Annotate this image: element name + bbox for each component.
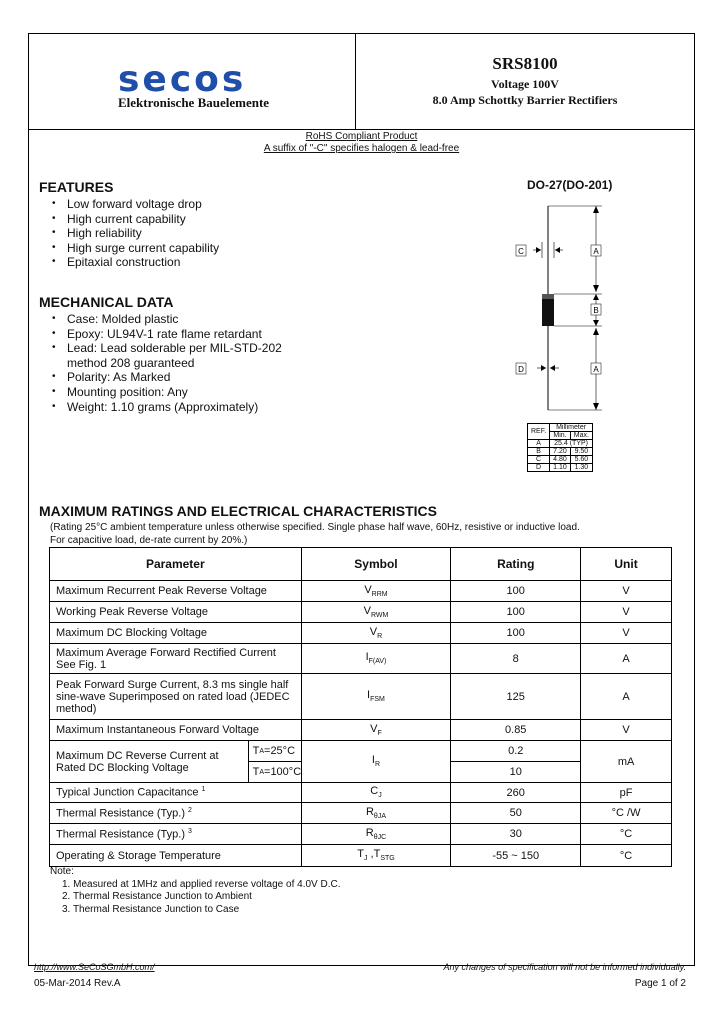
list-item: • High surge current capability bbox=[47, 241, 219, 256]
dim-label-c: C bbox=[518, 247, 524, 256]
header-bottom-rule bbox=[28, 129, 695, 130]
rating-cell: 0.85 bbox=[451, 720, 581, 741]
table-row bbox=[50, 741, 672, 783]
symbol-cell: $R_{\theta JC}$ bbox=[301, 824, 451, 845]
list-item: • Epitaxial construction bbox=[47, 255, 219, 270]
header-parameter: Parameter bbox=[50, 548, 302, 581]
mechanical-list bbox=[47, 312, 282, 414]
table-header-row bbox=[50, 548, 672, 581]
rating-cell: 8 bbox=[451, 644, 581, 674]
symbol-cell: $R_{\theta JA}$ bbox=[301, 803, 451, 824]
unit-cell: mA bbox=[581, 741, 672, 783]
table-row bbox=[528, 456, 593, 464]
product-description: 8.0 Amp Schottky Barrier Rectifiers bbox=[432, 93, 618, 107]
rohs-line-2: A suffix of "-C" specifies halogen & lead-free bbox=[263, 143, 460, 154]
part-number: SRS8100 bbox=[492, 54, 558, 73]
table-row bbox=[50, 674, 672, 720]
dim-cell: 7.20 bbox=[550, 448, 571, 456]
symbol-cell: $V_F$ bbox=[301, 720, 451, 741]
param-cell: Typical Junction Capacitance $^1$ bbox=[50, 783, 302, 803]
mechanical-heading: MECHANICAL DATA bbox=[39, 294, 174, 310]
dim-unit-header: Millimeter bbox=[550, 424, 593, 432]
table-row bbox=[528, 464, 593, 472]
list-item: • Weight: 1.10 grams (Approximately) bbox=[47, 400, 282, 415]
unit-cell: V bbox=[581, 720, 672, 741]
param-cell: Maximum Instantaneous Forward Voltage bbox=[50, 720, 302, 741]
list-item: • Epoxy: UL94V-1 rate flame retardant bbox=[47, 327, 282, 342]
dimension-table bbox=[527, 423, 593, 472]
dim-label-a: A bbox=[593, 247, 599, 256]
features-list bbox=[47, 197, 219, 270]
symbol-cell: $T_J$ $,T_{STG}$ bbox=[301, 845, 451, 867]
dim-label-d: D bbox=[518, 365, 524, 374]
header-rating: Rating bbox=[451, 548, 581, 581]
features-heading: FEATURES bbox=[39, 179, 114, 195]
table-row bbox=[50, 644, 672, 674]
param-cell: Thermal Resistance (Typ.) $^3$ bbox=[50, 824, 302, 845]
param-cell: Operating & Storage Temperature bbox=[50, 845, 302, 867]
header-symbol: Symbol bbox=[301, 548, 451, 581]
symbol-cell: $I_R$ bbox=[301, 741, 451, 783]
company-name: Elektronische Bauelemente bbox=[118, 95, 270, 110]
dim-cell: 9.50 bbox=[570, 448, 592, 456]
symbol-cell: $V_{RRM}$ bbox=[301, 581, 451, 602]
unit-cell: A bbox=[581, 674, 672, 720]
rating-cell: 100 bbox=[451, 581, 581, 602]
list-item: • Low forward voltage drop bbox=[47, 197, 219, 212]
symbol-cell: $I_{F(AV)}$ bbox=[301, 644, 451, 674]
ratings-note-2: For capacitive load, de-rate current by 20%.) bbox=[50, 535, 248, 546]
symbol-cell: $V_R$ bbox=[301, 623, 451, 644]
dim-label-a-lower: A bbox=[593, 365, 599, 374]
list-item: method 208 guaranteed bbox=[67, 355, 195, 370]
dim-cell: D bbox=[528, 464, 550, 472]
notes-title: Note: bbox=[50, 866, 74, 877]
dim-min-header: Min. bbox=[550, 432, 571, 440]
page-number: Page 1 of 2 bbox=[634, 978, 686, 989]
list-item: • High reliability bbox=[47, 226, 219, 241]
symbol-cell: $C_J$ bbox=[301, 783, 451, 803]
website-link[interactable]: http://www.SeCoSGmbH.com/ bbox=[34, 962, 155, 972]
dim-cell: 1.30 bbox=[570, 464, 592, 472]
dim-cell: A bbox=[528, 440, 550, 448]
dim-cell: C bbox=[528, 456, 550, 464]
list-item: • Lead: Lead solderable per MIL-STD-202 bbox=[47, 341, 282, 356]
rating-cell: 260 bbox=[451, 783, 581, 803]
table-row bbox=[50, 783, 672, 803]
rating-cell: 100 bbox=[451, 602, 581, 623]
table-row bbox=[50, 581, 672, 602]
dim-cell: 4.80 bbox=[550, 456, 571, 464]
table-row bbox=[50, 602, 672, 623]
param-cell: Maximum Average Forward Rectified Current See Fig. 1 bbox=[50, 644, 302, 674]
note-item: 1. Measured at 1MHz and applied reverse voltage of 4.0V D.C. bbox=[62, 878, 341, 890]
dim-cell: 25.4 (TYP) bbox=[550, 440, 593, 448]
voltage-rating: Voltage 100V bbox=[491, 77, 559, 91]
note-item: 2. Thermal Resistance Junction to Ambient bbox=[62, 891, 252, 902]
list-item: • Case: Molded plastic bbox=[47, 312, 282, 327]
dim-max-header: Max. bbox=[570, 432, 592, 440]
list-item: • Polarity: As Marked bbox=[47, 370, 282, 385]
table-row bbox=[50, 824, 672, 845]
rating-cell: -55 ~ 150 bbox=[451, 845, 581, 867]
unit-cell: °C /W bbox=[581, 803, 672, 824]
ratings-heading: MAXIMUM RATINGS AND ELECTRICAL CHARACTERISTICS bbox=[39, 503, 437, 519]
param-cell: Thermal Resistance (Typ.) $^2$ bbox=[50, 803, 302, 824]
rating-cell: 0.2 10 bbox=[451, 741, 581, 783]
header-unit: Unit bbox=[581, 548, 672, 581]
disclaimer: Any changes of specification will not be informed individually. bbox=[443, 962, 686, 972]
param-cell: Maximum DC Blocking Voltage bbox=[50, 623, 302, 644]
param-cell: Peak Forward Surge Current, 8.3 ms single half sine-wave Superimposed on rated load (JEDEC method) bbox=[50, 674, 302, 720]
symbol-cell: $V_{RWM}$ bbox=[301, 602, 451, 623]
symbol-cell: $I_{FSM}$ bbox=[301, 674, 451, 720]
param-cell: Working Peak Reverse Voltage bbox=[50, 602, 302, 623]
unit-cell: A bbox=[581, 644, 672, 674]
table-row bbox=[528, 448, 593, 456]
unit-cell: V bbox=[581, 581, 672, 602]
table-row bbox=[50, 845, 672, 867]
table-row bbox=[50, 803, 672, 824]
param-cell: Maximum Recurrent Peak Reverse Voltage bbox=[50, 581, 302, 602]
unit-cell: V bbox=[581, 623, 672, 644]
dim-cell: 1.10 bbox=[550, 464, 571, 472]
company-logo: secos bbox=[118, 59, 247, 100]
rating-cell: 100 bbox=[451, 623, 581, 644]
table-row bbox=[528, 440, 593, 448]
date-revision: 05-Mar-2014 Rev.A bbox=[34, 978, 121, 989]
rating-cell: 125 bbox=[451, 674, 581, 720]
ratings-note-1: (Rating 25°C ambient temperature unless otherwise specified. Single phase half wave, 60Hz, resistive or inductive load. bbox=[50, 522, 580, 533]
dim-cell: 5.60 bbox=[570, 456, 592, 464]
ratings-table bbox=[49, 547, 672, 867]
unit-cell: °C bbox=[581, 845, 672, 867]
list-item: • Mounting position: Any bbox=[47, 385, 282, 400]
dim-label-b: B bbox=[593, 306, 599, 315]
rohs-line-1: RoHS Compliant Product bbox=[305, 131, 418, 142]
param-cell: Maximum DC Reverse Current at Rated DC Blocking Voltage T A =25°C T A =100°C bbox=[50, 741, 302, 783]
package-title: DO-27(DO-201) bbox=[527, 178, 613, 192]
table-row bbox=[50, 720, 672, 741]
rating-cell: 50 bbox=[451, 803, 581, 824]
list-item: • High current capability bbox=[47, 212, 219, 227]
note-item: 3. Thermal Resistance Junction to Case bbox=[62, 903, 240, 915]
unit-cell: °C bbox=[581, 824, 672, 845]
package-outline-drawing bbox=[505, 198, 615, 416]
unit-cell: pF bbox=[581, 783, 672, 803]
unit-cell: V bbox=[581, 602, 672, 623]
dim-ref-header: REF. bbox=[528, 424, 550, 440]
table-row bbox=[50, 623, 672, 644]
dim-cell: B bbox=[528, 448, 550, 456]
rating-cell: 30 bbox=[451, 824, 581, 845]
notes-section bbox=[50, 866, 340, 916]
